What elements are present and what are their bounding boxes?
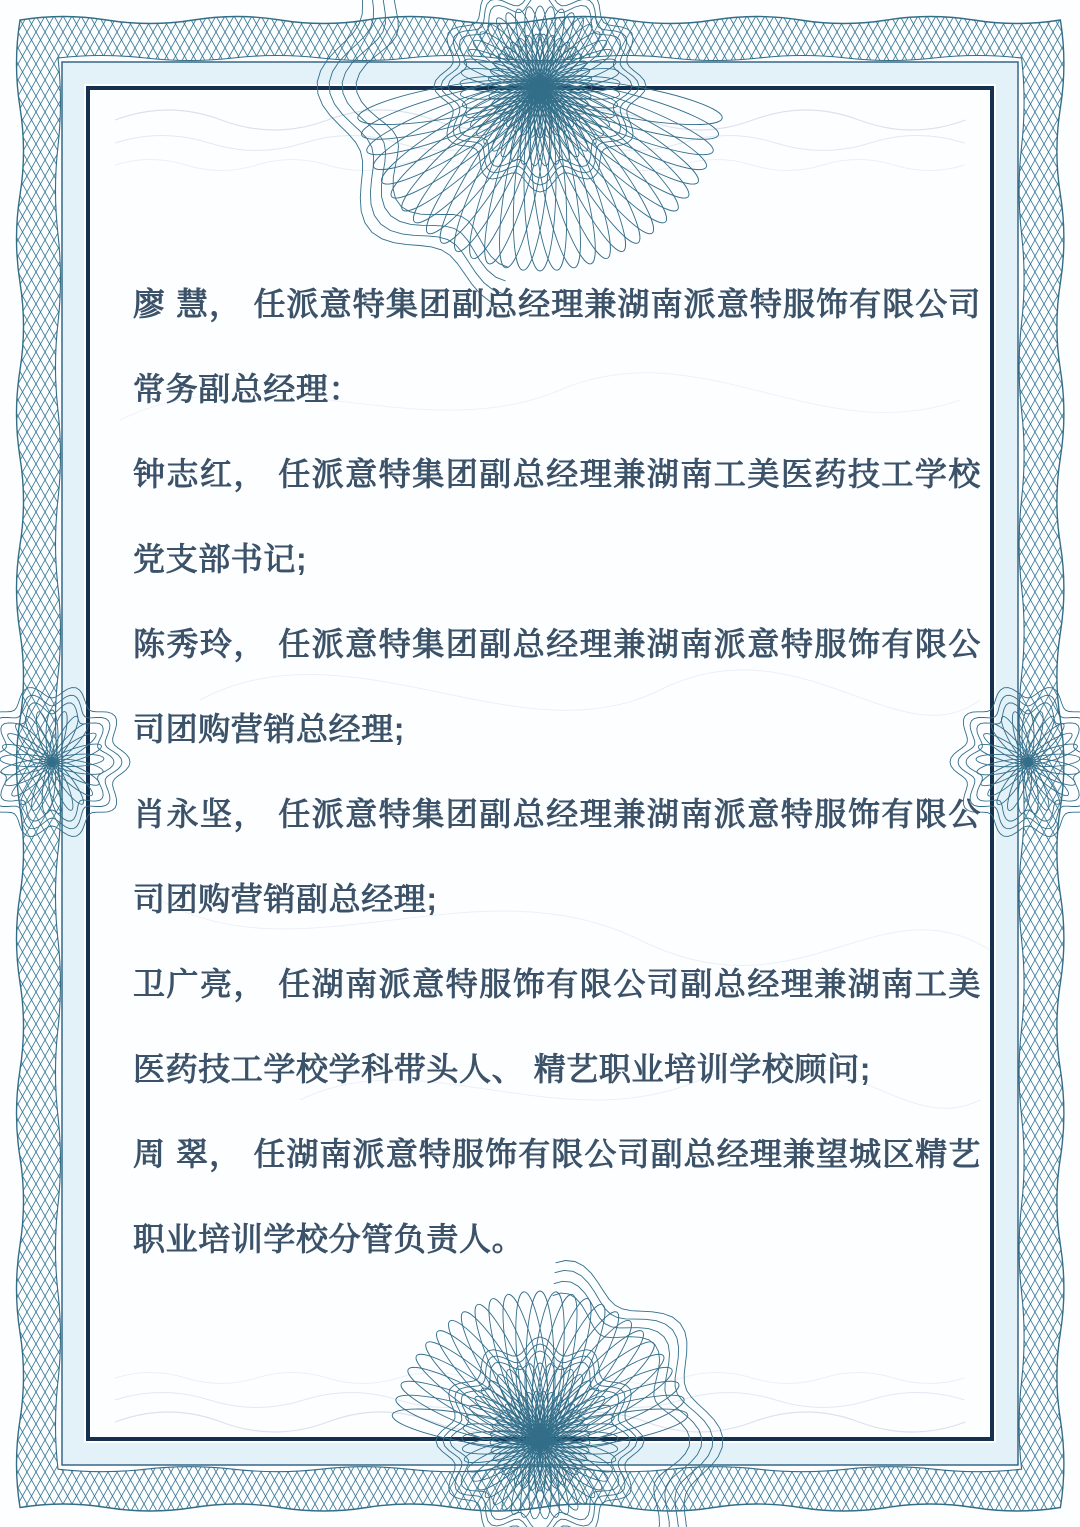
appointment-title: 任派意特集团副总经理兼湖南派意特服饰有限公司团购营销总经理; (133, 626, 981, 747)
appointee-name: 卫广亮， (133, 966, 268, 1002)
appointment-title: 任湖南派意特服饰有限公司副总经理兼湖南工美医药技工学校学科带头人、 精艺职业培训学校顾问; (133, 966, 981, 1087)
appointment-title: 任派意特集团副总经理兼湖南派意特服饰有限公司团购营销副总经理; (133, 796, 981, 917)
appointments-list (133, 262, 981, 1282)
appointment-paragraph (133, 942, 981, 1112)
appointee-name: 周 翠， (133, 1136, 243, 1172)
appointee-name: 钟志红， (133, 456, 268, 492)
appointment-paragraph (133, 262, 981, 432)
appointment-paragraph (133, 602, 981, 772)
appointment-title: 任派意特集团副总经理兼湖南工美医药技工学校党支部书记; (133, 456, 981, 577)
appointee-name: 廖 慧， (133, 286, 243, 322)
appointment-paragraph (133, 432, 981, 602)
appointee-name: 肖永坚， (133, 796, 268, 832)
appointment-title: 任派意特集团副总经理兼湖南派意特服饰有限公司常务副总经理： (133, 286, 981, 407)
appointee-name: 陈秀玲， (133, 626, 268, 662)
appointment-paragraph (133, 1112, 981, 1282)
appointment-title: 任湖南派意特服饰有限公司副总经理兼望城区精艺职业培训学校分管负责人。 (133, 1136, 981, 1257)
appointment-paragraph (133, 772, 981, 942)
